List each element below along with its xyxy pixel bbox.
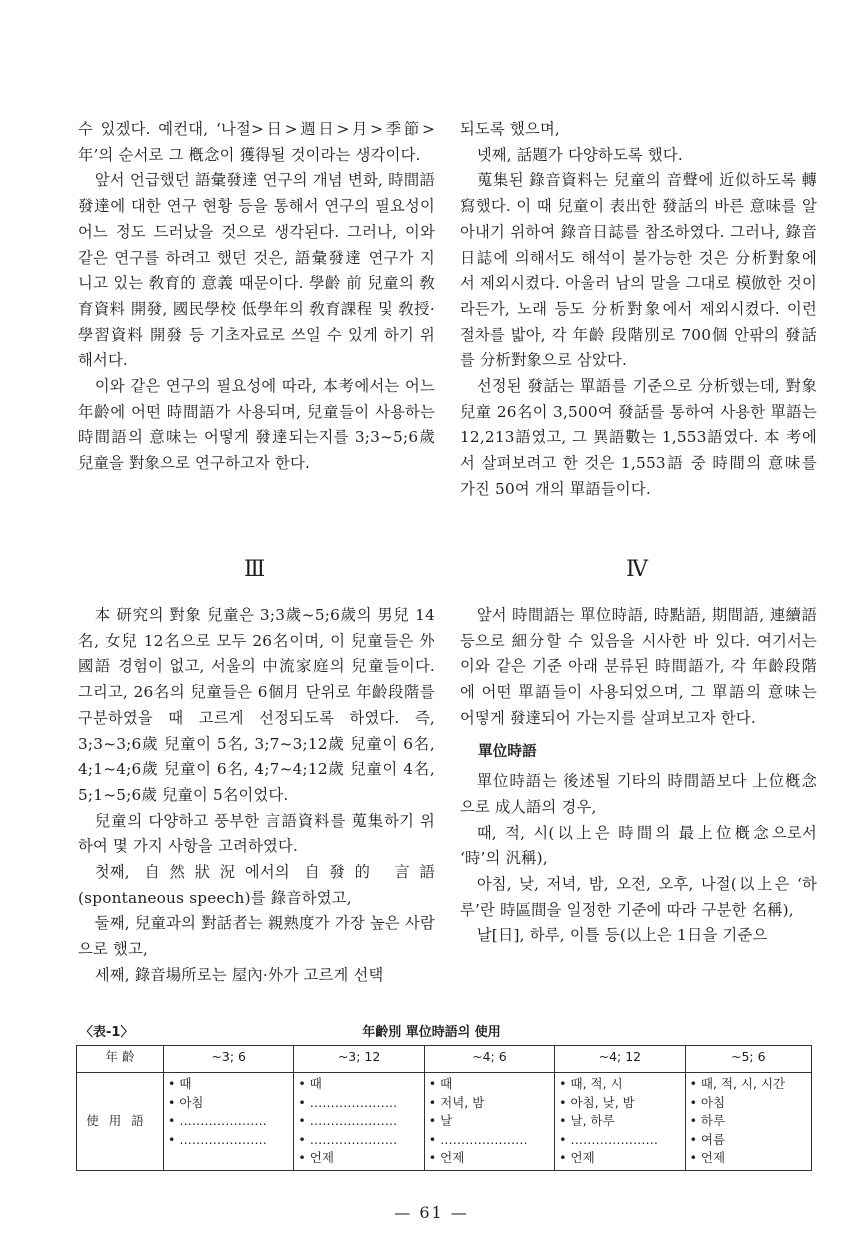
paragraph: 되도록 했으며, (460, 120, 560, 138)
right-column-top (460, 117, 817, 503)
list-item: • 때, 적, 시 (559, 1075, 680, 1094)
paragraph: 이와 같은 연구의 필요성에 따라, 本考에서는 어느 年齡에 어떤 時間語가 사용되며, 兒童들이 사용하는 時間語의 意味는 어떻게 發達되는지를 3;3~5;6歲 兒童을 對象으로 연구하고자 한다. (78, 377, 435, 473)
list-item: • 아침 (168, 1094, 289, 1113)
table-cell (685, 1073, 811, 1171)
paragraph: 本 研究의 對象 兒童은 3;3歲~5;6歲의 男兒 14名, 女兒 12名으로 모두 26名이며, 이 兒童들은 外國語 경험이 없고, 서울의 中流家庭의 兒童들이다. 그리고, 26名의 兒童들은 6個月 단위로 年齡段階를 구분하였을 때 고르게 선정되도록 하였다. 즉, 3;3~3;6歲 兒童이 5名, 3;7~3;12歲 兒童이 6名, 4;1~4;6歲 兒童이 6名, 4;7~4;12歲 兒童이 4名, 5;1~5;6歲 兒童이 5名이었다. (78, 606, 435, 804)
list-item: • 때, 적, 시, 시간 (690, 1075, 807, 1094)
column-header: ~5; 6 (685, 1046, 811, 1073)
list-item: • 저녁, 밤 (429, 1094, 550, 1113)
subsection-heading: 單位時語 (478, 743, 537, 760)
table-corner-header: 年 齡 (77, 1046, 164, 1073)
age-usage-table (76, 1045, 812, 1171)
section-heading-4: Ⅳ (626, 557, 648, 582)
table-cell (424, 1073, 554, 1171)
list-item: • ………………… (298, 1094, 419, 1113)
left-column-top (78, 117, 435, 477)
paragraph: 앞서 時間語는 單位時語, 時點語, 期間語, 連續語 등으로 細分할 수 있음을 시사한 바 있다. 여기서는 이와 같은 기준 아래 분류된 時間語가, 각 年齡段階에 어떤 單語들이 사용되었으며, 그 單語의 意味는 어떻게 發達되어 가는지를 살펴보고자 한다. (460, 606, 817, 727)
paragraph: 넷째, 話題가 다양하도록 했다. (476, 145, 683, 164)
list-item: • ………………… (559, 1131, 680, 1150)
list-item: • 아침, 낮, 밤 (559, 1094, 680, 1113)
list-item: • 언제 (690, 1149, 807, 1168)
list-item: • 언제 (559, 1149, 680, 1168)
table-label: 〈表-1〉 (80, 1025, 134, 1040)
table-row (77, 1073, 812, 1171)
list-item: • 날, 하루 (559, 1112, 680, 1131)
row-header: 使用語 (77, 1073, 164, 1171)
list-item: • 때 (429, 1075, 550, 1094)
paragraph: 세째, 錄音場所로는 屋內·外가 고르게 선택 (94, 965, 384, 984)
list-item: • 날 (429, 1112, 550, 1131)
list-item: • ………………… (429, 1131, 550, 1150)
paragraph: 날[日], 하루, 이틀 등(以上은 1日을 기준으 (476, 926, 768, 945)
paragraph: 蒐集된 錄音資料는 兒童의 音聲에 近似하도록 轉寫했다. 이 때 兒童이 表出한 發話의 바른 意味를 알아내기 위하여 錄音日誌를 참조하였다. 그러나, 錄音日誌에 의해서도 해석이 불가능한 것은 分析對象에서 제외시켰다. 아울러 남의 말을 그대로 模倣한 것이라든가, 노래 등도 分析對象에서 제외시켰다. 이런 절차를 밟아, 각 年齡 段階別로 700個 안팎의 發話를 分析對象으로 삼았다. (460, 171, 817, 370)
list-item: • 하루 (690, 1112, 807, 1131)
paragraph: 때, 적, 시(以上은 時間의 最上位槪念으로서 ‘時’의 汎稱), (460, 823, 817, 868)
table-cell (555, 1073, 685, 1171)
list-item: • 언제 (298, 1149, 419, 1168)
paragraph: 아침, 낮, 저녁, 밤, 오전, 오후, 나절(以上은 ‘하루’란 時區間을 일정한 기준에 따라 구분한 名稱), (460, 875, 817, 919)
right-column-bottom (460, 603, 817, 949)
column-header: ~3; 12 (294, 1046, 424, 1073)
table-cell (294, 1073, 424, 1171)
paragraph: 앞서 언급했던 語彙發達 연구의 개념 변화, 時間語 發達에 대한 연구 현황 등을 통해서 연구의 필요성이 어느 정도 드러났을 것으로 생각된다. 그러나, 이와 같은 연구를 하려고 했던 것은, 語彙發達 연구가 지니고 있는 敎育的 意義 때문이다. 學齡 前 兒童의 敎育資料 開發, 國民學校 低學年의 敎育課程 및 敎授·學習資料 開發 등 기초자료로 쓰일 수 있게 하기 위해서다. (78, 171, 435, 370)
paragraph: 單位時語는 後述될 기타의 時間語보다 上位槪念으로 成人語의 경우, (460, 772, 817, 816)
column-header: ~4; 12 (555, 1046, 685, 1073)
section-heading-3: Ⅲ (244, 557, 266, 582)
page-number: — 61 — (394, 1203, 469, 1222)
table-title: 年齡別 單位時語의 使用 (362, 1025, 501, 1040)
column-header: ~3; 6 (164, 1046, 294, 1073)
list-item: • 언제 (429, 1149, 550, 1168)
list-item: • ………………… (168, 1112, 289, 1131)
list-item: • 아침 (690, 1094, 807, 1113)
paragraph: 선정된 發話는 單語를 기준으로 分析했는데, 對象兒童 26名이 3,500여 發話를 통하여 사용한 單語는 12,213語였고, 그 異語數는 1,553語였다. 本 考에서 살펴보려고 한 것은 1,553語 중 時間의 意味를 가진 50여 개의 單語들이다. (460, 377, 817, 498)
table-header-row (77, 1046, 812, 1073)
left-column-bottom (78, 603, 435, 989)
list-item: • 때 (298, 1075, 419, 1094)
list-item: • ………………… (298, 1131, 419, 1150)
table-cell (164, 1073, 294, 1171)
list-item: • ………………… (168, 1131, 289, 1150)
list-item: • 여름 (690, 1131, 807, 1150)
paragraph: 둘째, 兒童과의 對話者는 親熟度가 가장 높은 사람으로 했고, (78, 914, 435, 959)
paragraph: 수 있겠다. 예컨대, ‘나절>日>週日>月>季節>年’의 순서로 그 槪念이 獲得될 것이라는 생각이다. (78, 120, 435, 164)
column-header: ~4; 6 (424, 1046, 554, 1073)
paragraph: 兒童의 다양하고 풍부한 言語資料를 蒐集하기 위하여 몇 가지 사항을 고려하였다. (78, 811, 435, 856)
paragraph: 첫째, 自然狀況에서의 自發的 言語(spontaneous speech)를 錄音하였고, (78, 863, 435, 907)
list-item: • 때 (168, 1075, 289, 1094)
list-item: • ………………… (298, 1112, 419, 1131)
